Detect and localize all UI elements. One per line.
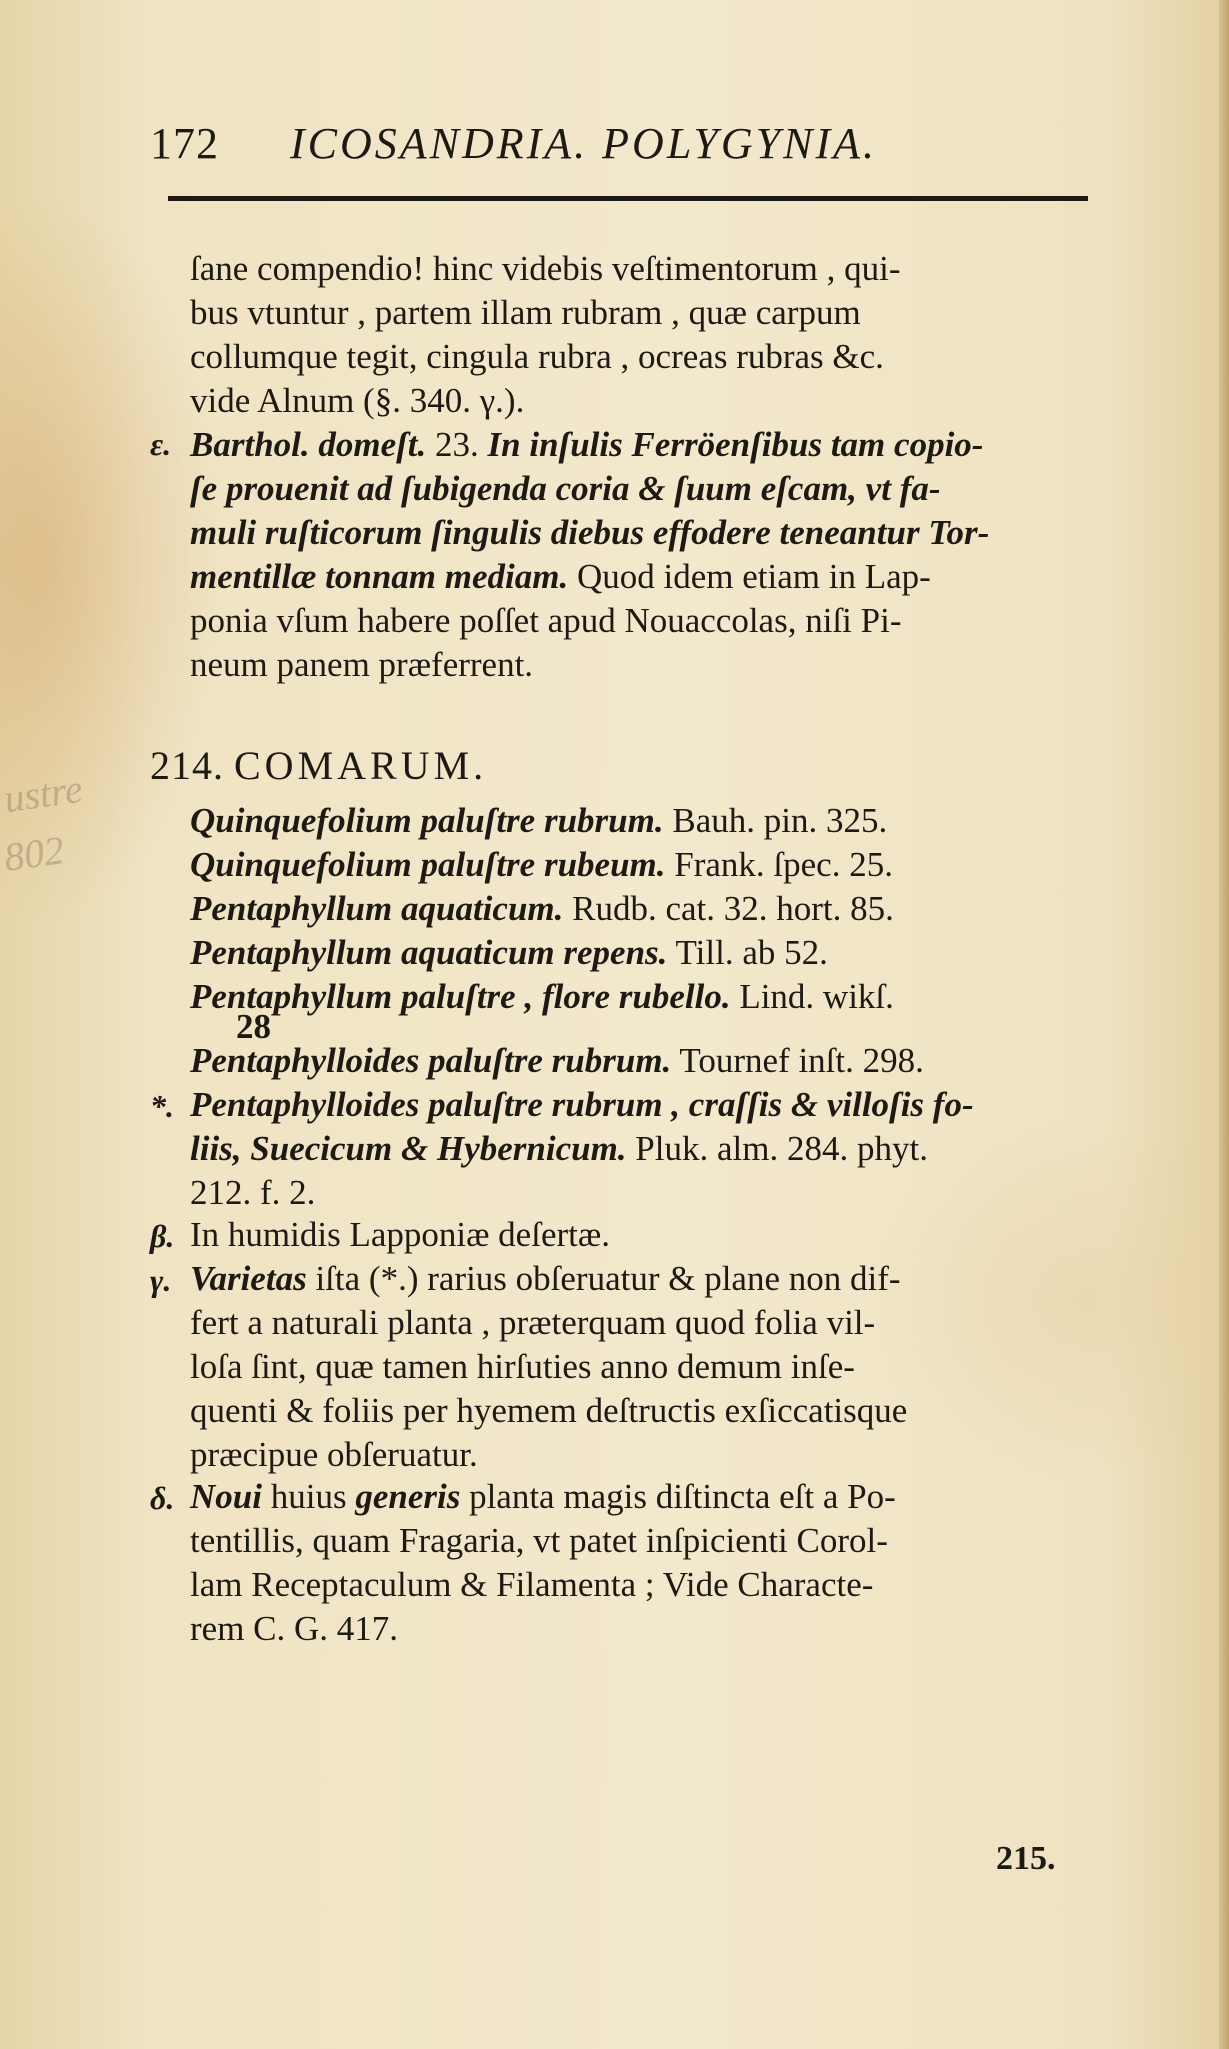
synonym-name: Pentaphylloides paluſtre rubrum. (190, 1041, 672, 1080)
section-title: COMARUM. (234, 743, 488, 788)
text-line: In humidis Lapponiæ deſertæ. (190, 1215, 610, 1254)
synonym-reference: Till. ab 52. (667, 933, 828, 972)
synonym-reference: Bauh. pin. 325. (663, 801, 888, 840)
synonym-line (190, 844, 1090, 886)
text-italic: Noui (190, 1477, 262, 1516)
synonym-reference: Lind. wikſ. (730, 977, 894, 1016)
catchword: 215. (996, 1840, 1056, 1877)
page-edge (1219, 0, 1229, 2049)
quote-italic: In inſulis Ferröenſibus tam copio- (487, 425, 984, 464)
quote-italic: mentillæ tonnam mediam. (190, 557, 569, 596)
text-italic: generis (355, 1477, 461, 1516)
margin-note: ustre (1, 765, 86, 822)
text-line: loſa ſint, quæ tamen hirſuties anno demum inſe- (190, 1347, 855, 1386)
text-line: lam Receptaculum & Filamenta ; Vide Characte- (190, 1565, 874, 1604)
text-line: neum panem præferrent. (190, 645, 534, 684)
text-line: muli ruſticorum ſingulis diebus effodere teneantur Tor- (190, 513, 990, 552)
synonym-line (190, 888, 1090, 930)
text-line: ſane compendio! hinc videbis veſtimentorum , qui- (190, 249, 901, 288)
text-plain: huius (261, 1477, 356, 1516)
synonym-reference: Frank. ſpec. 25. (665, 845, 893, 884)
text-plain: iſta (*.) rarius obſeruatur & plane non dif- (306, 1259, 901, 1298)
text-italic: Varietas (190, 1259, 307, 1298)
synonym-line (190, 800, 1090, 842)
text-line (190, 424, 1090, 466)
text-line (190, 556, 1090, 598)
text-line: Pentaphylloides paluſtre rubrum , craſſis & villoſis fo- (190, 1085, 974, 1124)
text-line (190, 1476, 1090, 1518)
running-header (150, 118, 1090, 178)
text-line: vide Alnum (§. 340. γ.). (190, 381, 525, 420)
text-line: tentillis, quam Fragaria, vt patet inſpicienti Corol- (190, 1521, 888, 1560)
synonym-name: Pentaphyllum paluſtre , flore rubello. (190, 977, 731, 1016)
text-line: 212. f. 2. (190, 1173, 316, 1212)
section-number: 214. (150, 743, 224, 788)
text-line: præcipue obſeruatur. (190, 1435, 478, 1474)
synonym-reference: 28 (236, 1007, 271, 1046)
text-line: ſe prouenit ad ſubigenda coria & ſuum eſcam, vt fa- (190, 469, 941, 508)
text-line: bus vtuntur , partem illam rubram , quæ carpum (190, 293, 861, 332)
note-marker: β. (150, 1218, 175, 1254)
text-plain: Quod idem etiam in Lap- (568, 557, 931, 596)
text-line: rem C. G. 417. (190, 1609, 399, 1648)
text-line: collumque tegit, cingula rubra , ocreas rubras &c. (190, 337, 884, 376)
text-line: fert a naturali planta , præterquam quod folia vil- (190, 1303, 876, 1342)
note-marker: *. (150, 1088, 174, 1124)
text-line (190, 1258, 1090, 1300)
synonym-line (190, 1040, 1090, 1082)
running-title: ICOSANDRIA. POLYGYNIA. (290, 119, 878, 168)
synonym-name: Quinquefolium paluſtre rubeum. (190, 845, 666, 884)
margin-note: 802 (1, 827, 67, 880)
synonym-reference: Rudb. cat. 32. hort. 85. (563, 889, 894, 928)
synonym-name: liis, Suecicum & Hybernicum. (190, 1129, 627, 1168)
note-marker: ε. (150, 426, 172, 462)
note-marker: δ. (150, 1480, 175, 1516)
synonym-reference: Tournef inſt. 298. (671, 1041, 924, 1080)
text-line: ponia vſum habere poſſet apud Nouaccolas, niſi Pi- (190, 601, 902, 640)
citation-italic: Barthol. domeſt. (190, 425, 427, 464)
text-plain: planta magis diſtincta eſt a Po- (460, 1477, 896, 1516)
header-rule (168, 196, 1088, 201)
synonym-reference: Pluk. alm. 284. phyt. (626, 1129, 928, 1168)
note-marker: γ. (150, 1262, 172, 1298)
section-heading (150, 742, 487, 789)
page-number: 172 (150, 119, 219, 168)
text-line: quenti & foliis per hyemem deſtructis exſiccatisque (190, 1391, 908, 1430)
synonym-name: Quinquefolium paluſtre rubrum. (190, 801, 664, 840)
synonym-line (190, 932, 1090, 974)
text-line (190, 1128, 1090, 1170)
citation-plain: 23. (426, 425, 488, 464)
synonym-name: Pentaphyllum aquaticum repens. (190, 933, 668, 972)
synonym-name: Pentaphyllum aquaticum. (190, 889, 564, 928)
